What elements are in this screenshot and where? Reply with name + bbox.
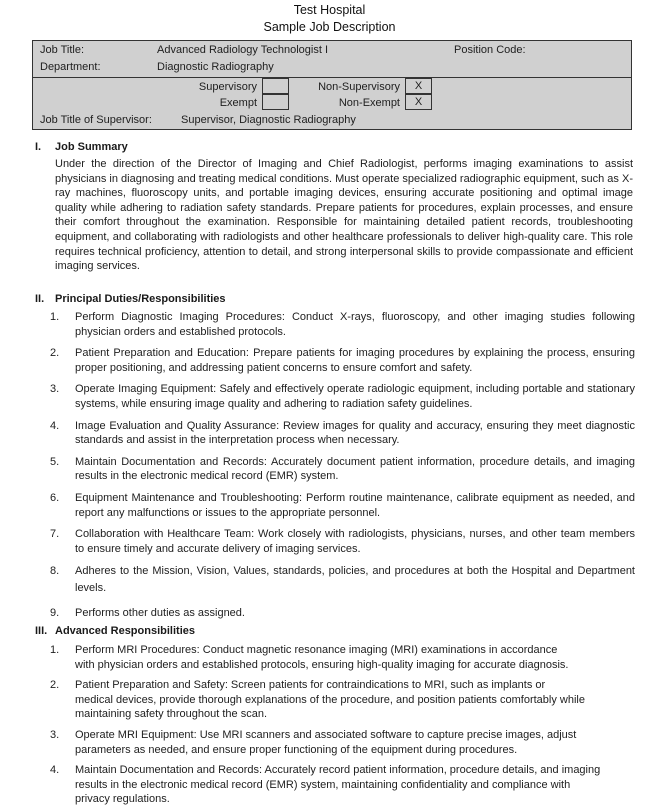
item-number: 5.: [50, 455, 60, 468]
list-item: [50, 310, 635, 339]
section-advanced-responsibilities: [35, 624, 635, 638]
item-number: 9.: [50, 607, 60, 620]
exempt-label: Exempt: [219, 97, 257, 109]
item-text: Perform MRI Procedures: Conduct magnetic resonance imaging (MRI) examinations in accordance with physician orders and established protocols, ensuring high-quality imaging for accurate diagnosis.: [75, 644, 569, 671]
principal-duties-list: [50, 310, 635, 621]
section-heading: [35, 292, 635, 306]
section-title: Advanced Responsibilities: [55, 625, 195, 637]
list-item: [50, 419, 635, 448]
item-text: Patient Preparation and Education: Prepare patients for imaging procedures by explaining the process, ensuring proper positioning, and addressing patient concerns to ensure comfort and safety.: [75, 347, 635, 374]
job-summary-text: Under the direction of the Director of Imaging and Chief Radiologist, performs imaging examinations to assist physicians in diagnosing and treating medical conditions. Must operate specialized radiographic equipment, such as X-ray machines, fluoroscopy units, and portable imaging devices, ensuring accurate positioning and optimal image quality while adhering to radiation safety standards. Prepare patients for procedures, explain processes, and ensure their comfort throughout the examination. Responsible for maintaining detailed patient records, troubleshooting equipment, and collaborating with radiologists and other healthcare professionals to deliver high-quality care. This role requires technical proficiency, attention to detail, and strong interpersonal skills to provide compassionate and efficient imaging services.: [55, 158, 633, 273]
item-text: Collaboration with Healthcare Team: Work closely with radiologists, physicians, nurses, and other team members to ensure timely and accurate delivery of imaging services.: [75, 528, 635, 555]
item-text: Adheres to the Mission, Vision, Values, standards, policies, and procedures at both the Hospital and Department levels.: [75, 565, 635, 595]
job-info-table: [32, 40, 632, 130]
supervisory-label: Supervisory: [198, 81, 257, 93]
non-supervisory-checkbox[interactable]: X: [405, 78, 432, 94]
job-title-label: Job Title:: [40, 44, 85, 56]
item-text: Perform Diagnostic Imaging Procedures: Conduct X-rays, fluoroscopy, and other imaging studies following physician orders and established protocols.: [75, 311, 635, 338]
list-item: [50, 728, 625, 757]
non-exempt-checkbox[interactable]: X: [405, 94, 432, 110]
non-supervisory-label: Non-Supervisory: [318, 81, 400, 93]
job-info-top: [33, 41, 631, 78]
supervisory-checkbox[interactable]: [262, 78, 289, 94]
non-exempt-label: Non-Exempt: [338, 97, 400, 109]
item-number: 2.: [50, 679, 60, 692]
item-number: 1.: [50, 644, 60, 656]
item-number: 4.: [50, 419, 60, 432]
advanced-responsibilities-list: [50, 643, 625, 807]
item-number: 4.: [50, 764, 60, 777]
document-title: Sample Job Description: [263, 20, 396, 34]
item-text: Operate Imaging Equipment: Safely and effectively operate radiologic equipment, including portable and stationary systems, while ensuring image quality and adhering to radiation safety guidelines.: [75, 383, 635, 410]
item-text: Performs other duties as assigned.: [75, 607, 245, 620]
item-number: 7.: [50, 528, 60, 541]
item-number: 3.: [50, 728, 60, 741]
section-numeral: III.: [35, 625, 48, 637]
list-item: [50, 643, 625, 672]
section-numeral: I.: [35, 141, 42, 153]
section-heading: [35, 140, 635, 154]
supervisor-title-label: Job Title of Supervisor:: [40, 114, 152, 126]
list-item: [50, 563, 635, 597]
item-text: Maintain Documentation and Records: Accurately document patient information, procedure details, and imaging results in the electronic medical record (EMR) system.: [75, 455, 635, 483]
list-item: [50, 491, 635, 520]
list-item: [50, 763, 625, 807]
list-item: [50, 382, 635, 411]
department-value: Diagnostic Radiography: [157, 61, 274, 73]
section-numeral: II.: [35, 293, 45, 305]
section-title: Job Summary: [55, 141, 128, 153]
supervisor-title-value: Supervisor, Diagnostic Radiography: [181, 114, 356, 126]
item-number: 8.: [50, 565, 60, 578]
list-item: [50, 455, 635, 484]
department-label: Department:: [40, 61, 101, 73]
position-code-label: Position Code:: [454, 44, 526, 56]
document-header: [0, 2, 659, 36]
item-text: Maintain Documentation and Records: Accurately record patient information, procedure details, and imaging results in the electronic medical record (EMR) system, maintaining confidentiality and compliance with privacy regulations.: [75, 764, 601, 806]
item-number: 3.: [50, 383, 60, 396]
list-item: [50, 606, 635, 621]
job-title-value: Advanced Radiology Technologist I: [157, 44, 329, 56]
item-number: 6.: [50, 491, 60, 504]
organization-name: Test Hospital: [293, 3, 366, 17]
section-heading: [35, 624, 635, 638]
list-item: [50, 346, 635, 375]
item-text: Operate MRI Equipment: Use MRI scanners and associated software to capture precise images, adjust parameters as needed, and ensure proper functioning of the equipment during procedures.: [75, 728, 577, 756]
section-job-summary: [35, 140, 635, 154]
section-title: Principal Duties/Responsibilities: [55, 293, 226, 305]
item-number: 2.: [50, 347, 60, 360]
item-text: Equipment Maintenance and Troubleshooting: Perform routine maintenance, calibrate equipment as needed, and report any malfunctions or issues to the appropriate personnel.: [75, 491, 635, 519]
list-item: [50, 527, 635, 556]
item-text: Patient Preparation and Safety: Screen patients for contraindications to MRI, such as implants or medical devices, provide thorough explanations of the procedure, and position patients comfortably while maintaining safety throughout the scan.: [75, 679, 585, 721]
exempt-checkbox[interactable]: [262, 94, 289, 110]
job-info-bottom: [33, 78, 631, 129]
section-principal-duties: [35, 292, 635, 306]
item-text: Image Evaluation and Quality Assurance: Review images for quality and accuracy, ensuring they meet diagnostic standards and assist in the interpretation process when necessary.: [75, 419, 635, 447]
item-number: 1.: [50, 311, 60, 323]
list-item: [50, 678, 625, 722]
